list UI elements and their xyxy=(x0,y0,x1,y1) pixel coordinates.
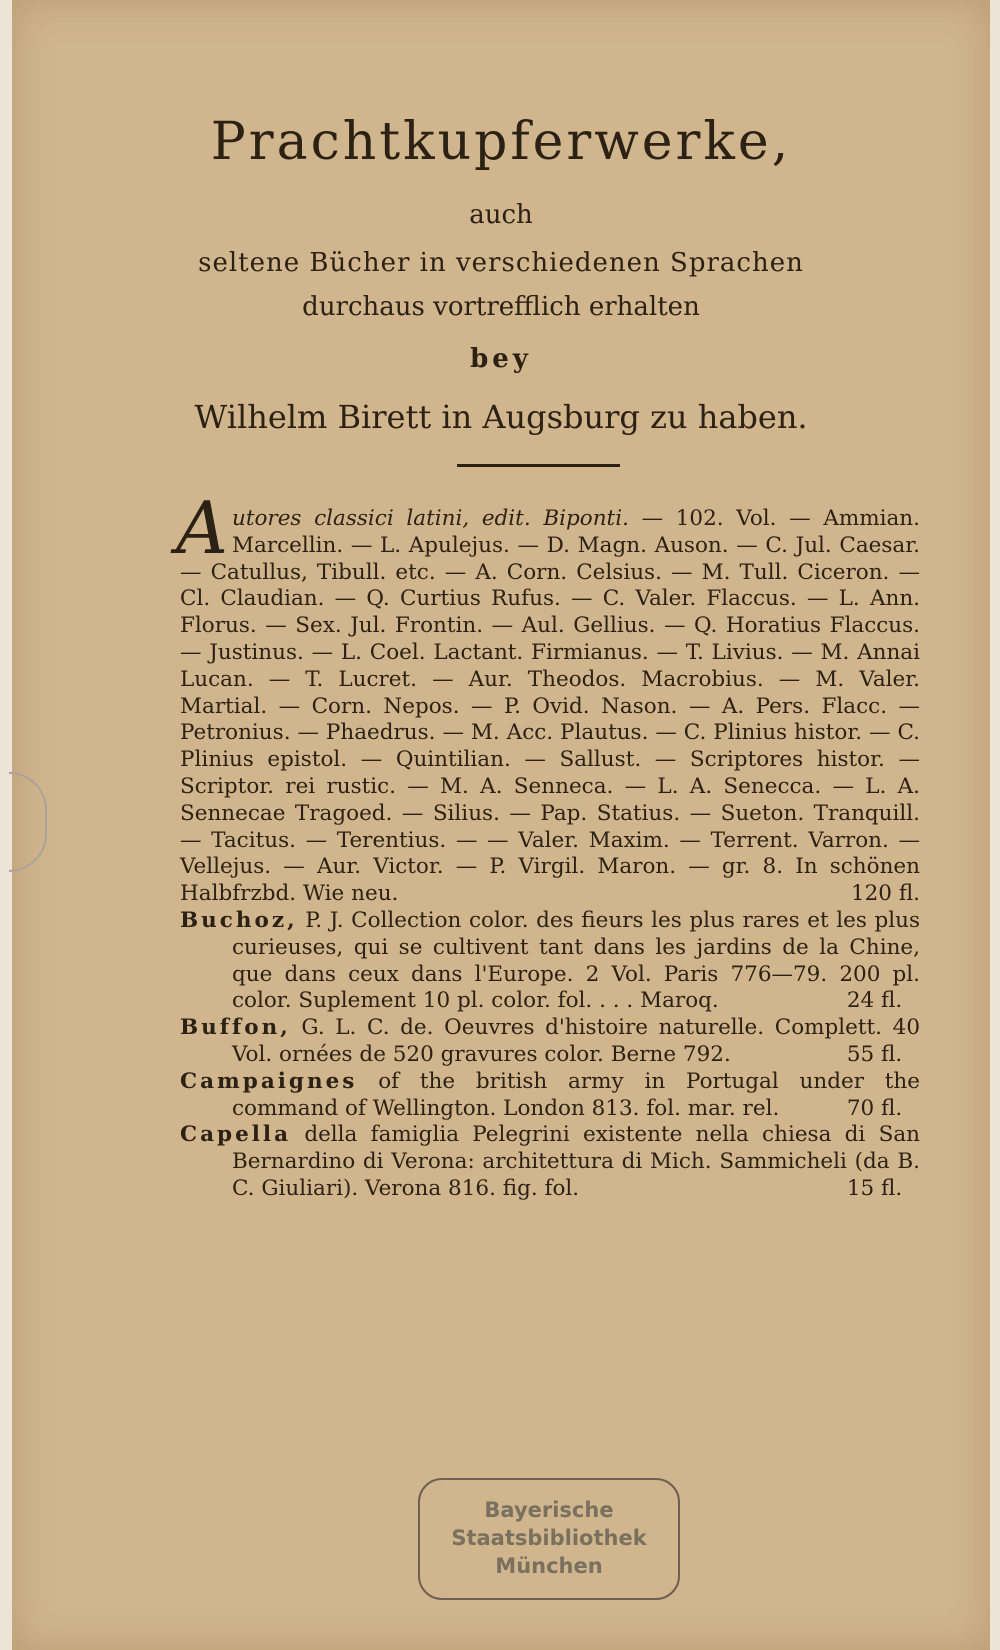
entry-body: P. J. Collection color. des fieurs les plus rares et les plus curieuses, qui se cultivent tant dans les jardins de la Chine, que dans ceux dans l'Europe. 2 Vol. Paris 776—79. 200 pl. color. Suplement 10 pl. color. fol. . . . Maroq. xyxy=(232,907,920,1014)
entry-head: Buffon, xyxy=(180,1015,291,1041)
binding-ring xyxy=(9,772,47,872)
entry-body: della famiglia Pelegrini existente nella chiesa di San Bernardino di Verona: architettura di Mich. Sammicheli (da B. C. Giuliari). Verona 816. fig. fol. xyxy=(232,1122,920,1201)
entry-head: utores classici latini, edit. Biponti. xyxy=(232,506,629,531)
subtitle-line-2: seltene Bücher in verschiedenen Sprachen xyxy=(198,248,804,278)
library-stamp xyxy=(418,1478,680,1600)
catalog-entry-buchoz xyxy=(180,908,920,1015)
divider-rule xyxy=(457,464,620,467)
subtitle-line-1: auch xyxy=(469,200,533,230)
subtitle-line-4: bey xyxy=(470,344,532,374)
entry-body: G. L. C. de. Oeuvres d'histoire naturelle. Complett. 40 Vol. ornées de 520 gravures color. Berne 792. xyxy=(232,1015,920,1067)
entry-price: 55 fl. xyxy=(846,1041,903,1067)
catalog-entry-campaignes xyxy=(180,1069,920,1123)
catalog-entry-capella xyxy=(180,1122,920,1202)
stamp-line-1: Bayerische xyxy=(484,1498,614,1522)
entry-price: 120 fl. xyxy=(850,881,920,907)
subtitle-line-3: durchaus vortrefflich erhalten xyxy=(302,292,700,322)
drop-cap: A xyxy=(176,486,228,570)
page-title: Prachtkupferwerke, xyxy=(210,112,792,172)
publisher-line: Wilhelm Birett in Augsburg zu haben. xyxy=(194,398,808,436)
entry-price: 24 fl. xyxy=(846,988,903,1014)
document-page xyxy=(12,0,990,1650)
entry-head: Campaignes xyxy=(180,1068,358,1094)
catalog-list xyxy=(176,486,921,1203)
entry-price: 70 fl. xyxy=(846,1095,903,1121)
entry-price: 15 fl. xyxy=(846,1175,903,1201)
catalog-entry-buffon xyxy=(180,1015,920,1069)
stamp-line-2: Staatsbibliothek xyxy=(451,1526,647,1550)
stamp-line-3: München xyxy=(495,1554,603,1578)
entry-head: Buchoz, xyxy=(180,907,298,933)
entry-body: of the british army in Portugal under the command of Wellington. London 813. fol. mar. rel. xyxy=(232,1068,921,1121)
entry-head: Capella xyxy=(180,1122,292,1148)
entry-body: — 102. Vol. — Ammian. Marcellin. — L. Apulejus. — D. Magn. Auson. — C. Jul. Caesar. — Catullus, Tibull. etc. — A. Corn. Celsius. — M. Tull. Ciceron. — Cl. Claudian. — Q. Curtius Rufus. — C. Valer. Flaccus. — L. Ann. Florus. — Sex. Jul. Frontin. — Aul. Gellius. — Q. Horatius Flaccus. — Justinus. — L. Coel. Lactant. Firmianus. — T. Livius. — M. Annai Lucan. — T. Lucret. — Aur. Theodos. Macrobius. — M. Valer. Martial. — Corn. Nepos. — P. Ovid. Nason. — A. Pers. Flacc. — Petronius. — Phaedrus. — M. Acc. Plautus. — C. Plinius histor. — C. Plinius epistol. — Quintilian. — Sallust. — Scriptores histor. — Scriptor. rei rustic. — M. A. Senneca. — L. A. Senecca. — L. A. Sennecae Tragoed. — Silius. — Pap. Statius. — Sueton. Tranquill. — Tacitus. — Terentius. — — Valer. Maxim. — Terrent. Varron. — Vellejus. — Aur. Victor. — P. Virgil. Maron. — gr. 8. In schönen Halbfrzbd. Wie neu. xyxy=(180,506,920,907)
catalog-entry-autores xyxy=(176,486,920,908)
